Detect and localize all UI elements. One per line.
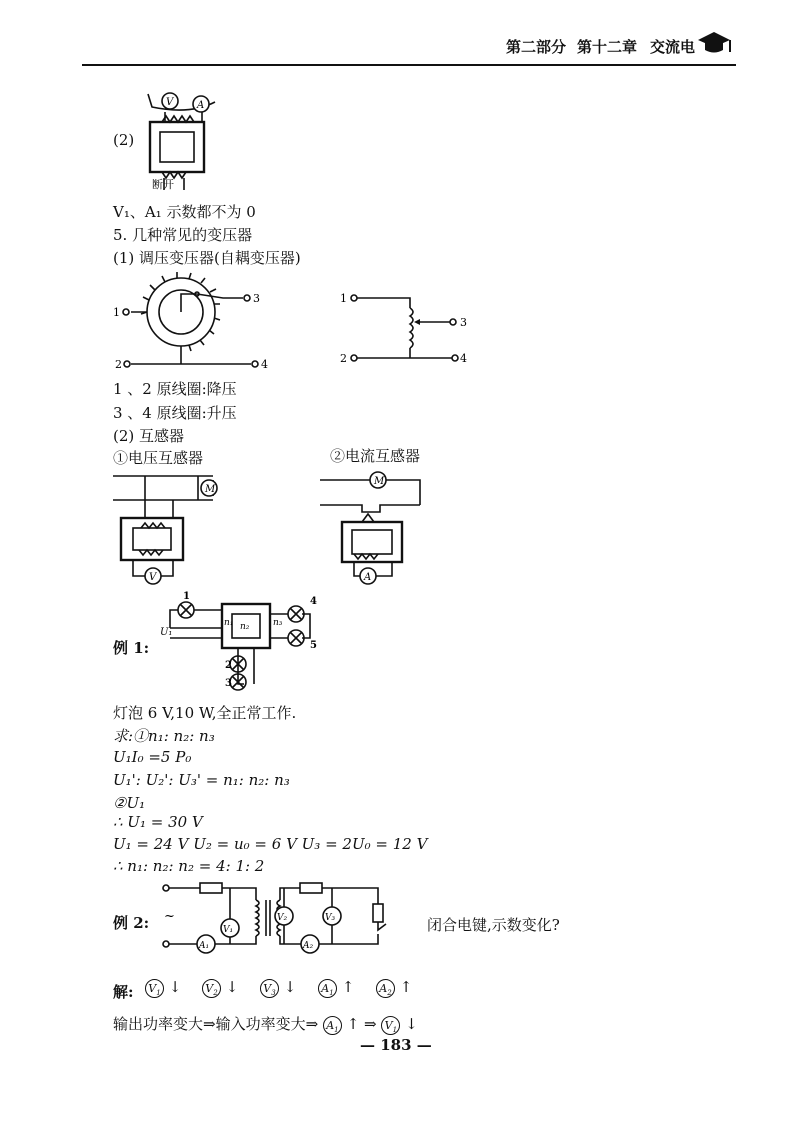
answer-label: 解:	[113, 983, 134, 1001]
schematic-terminal-3: 3	[460, 316, 467, 329]
sol1-line-6: U₁ = 24 V U₂ = u₀ = 6 V U₃ = 2U₀ = 12 V	[113, 835, 428, 853]
ct-label: ②电流互感器	[330, 447, 421, 465]
pt-m-label: M	[205, 484, 216, 495]
line-autotransformer: (1) 调压变压器(自耦变压器)	[113, 249, 301, 267]
svg-text:3: 3	[225, 678, 232, 689]
schematic-autotransformer-diagram	[340, 290, 470, 370]
voltage-transformer-diagram	[113, 470, 223, 585]
conclusion-line: 输出功率变大⇒输入功率变大⇒ $A_1$ ↑ ⇒ $V_1$ ↓	[113, 1015, 418, 1034]
figure-a-label: (2)	[113, 131, 135, 149]
toroid-autotransformer-diagram	[113, 272, 273, 382]
header-rule	[82, 64, 736, 66]
example-2-circuit	[160, 878, 400, 956]
answer-item-v1: $V_1$ ↓	[145, 978, 181, 998]
v3-meter-icon: $V_3$	[260, 979, 279, 998]
svg-text:n₁: n₁	[224, 618, 234, 628]
ac-source-label: ~	[164, 909, 175, 924]
line-instrument-transformer: (2) 互感器	[113, 427, 185, 445]
sol1-line-7: ∴ n₁: n₂: n₂ = 4: 1: 2	[113, 857, 265, 875]
svg-text:A₁: A₁	[199, 941, 210, 951]
ct-a-label: A	[364, 572, 372, 583]
sol1-line-0: 灯泡 6 V,10 W,全正常工作.	[113, 704, 297, 722]
current-transformer-diagram	[320, 470, 430, 585]
line-step-down: 1 、2 原线圈:降压	[113, 380, 237, 398]
sol1-line-3: U₁': U₂': U₃' = n₁: n₂: n₃	[113, 771, 290, 789]
example-2-question: 闭合电键,示数变化?	[427, 916, 560, 934]
v1-meter-label: V	[166, 97, 174, 108]
line-step-up: 3 、4 原线圈:升压	[113, 404, 237, 422]
example-2-label: 例 2:	[113, 914, 150, 932]
toroid-terminal-3: 3	[253, 292, 260, 305]
sol1-line-5: ∴ U₁ = 30 V	[113, 813, 203, 831]
svg-text:V₂: V₂	[277, 913, 288, 923]
page-number: — 183 —	[360, 1036, 432, 1054]
toroid-terminal-1: 1	[113, 306, 120, 319]
svg-text:4: 4	[310, 596, 317, 607]
answer-item-v2: $V_2$ ↓	[202, 978, 238, 998]
a2-meter-icon: $A_2$	[376, 979, 395, 998]
schematic-terminal-1: 1	[340, 292, 347, 305]
svg-text:1: 1	[183, 591, 190, 602]
svg-text:2: 2	[225, 660, 232, 671]
answer-item-v3: $V_3$ ↓	[260, 978, 296, 998]
v1-meter-icon: $V_1$	[145, 979, 164, 998]
svg-text:A₂: A₂	[303, 941, 314, 951]
a1-meter-icon: $A_1$	[323, 1016, 342, 1035]
answer-item-a2: $A_2$ ↑	[376, 978, 412, 998]
line-readings: V₁、A₁ 示数都不为 0	[113, 203, 256, 221]
toroid-terminal-4: 4	[261, 358, 268, 371]
svg-text:U₁: U₁	[160, 627, 173, 638]
pt-label: ①电压互感器	[113, 449, 204, 467]
answer-item-a1: $A_1$ ↑	[318, 978, 354, 998]
example-1-label: 例 1:	[113, 639, 150, 657]
v1-meter-icon: $V_1$	[381, 1016, 400, 1035]
figure-a-diagram	[140, 82, 220, 197]
svg-text:n₃: n₃	[273, 618, 283, 628]
svg-text:V₁: V₁	[223, 925, 234, 935]
break-label: 断开	[152, 178, 174, 191]
bulb-icon	[178, 602, 304, 690]
pt-v-label: V	[149, 572, 157, 583]
header-part: 第二部分	[506, 38, 567, 56]
schematic-terminal-4: 4	[460, 352, 467, 365]
sol1-line-1: 求:①n₁: n₂: n₃	[113, 727, 215, 745]
a1-meter-icon: $A_1$	[318, 979, 337, 998]
svg-text:5: 5	[310, 640, 317, 651]
sol1-line-2: U₁I₀ =5 P₀	[113, 748, 192, 766]
header-chapter: 第十二章	[577, 38, 638, 56]
v2-meter-icon: $V_2$	[202, 979, 221, 998]
header-title: 交流电	[650, 38, 696, 56]
svg-text:V₃: V₃	[325, 913, 336, 923]
a1-meter-label: A	[197, 100, 205, 111]
example-1-circuit	[160, 592, 325, 692]
svg-text:n₂: n₂	[240, 622, 250, 632]
toroid-terminal-2: 2	[115, 358, 122, 371]
line-section-5: 5. 几种常见的变压器	[113, 226, 253, 244]
ct-m-label: M	[374, 476, 385, 487]
sol1-line-4: ②U₁	[113, 794, 146, 812]
graduation-cap-icon	[696, 30, 736, 56]
schematic-terminal-2: 2	[340, 352, 347, 365]
